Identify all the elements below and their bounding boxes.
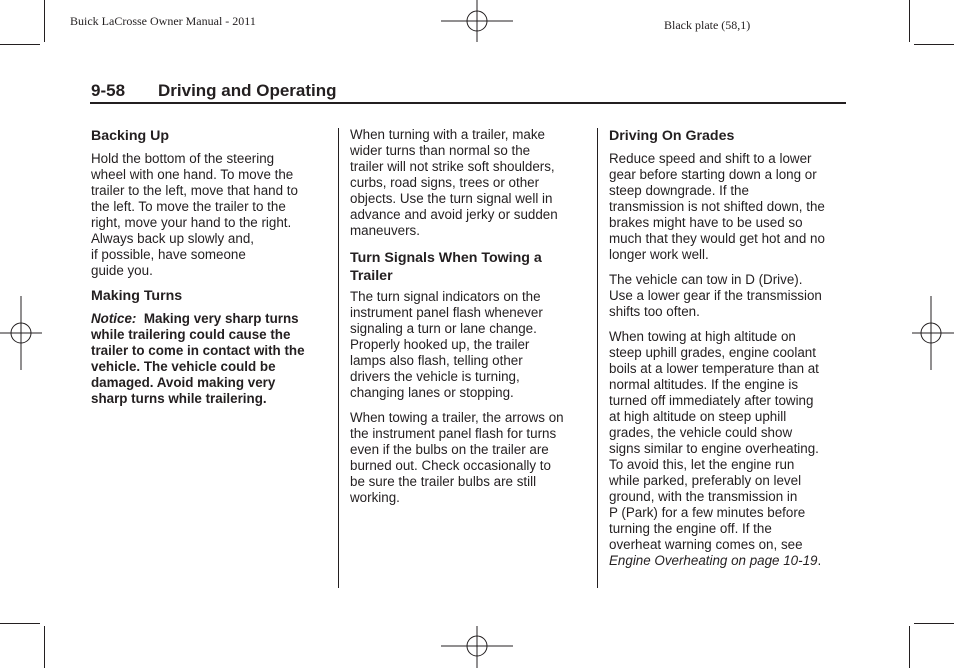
notice-first-line: Making very sharp turns (143, 311, 299, 326)
text-line: To avoid this, let the engine run (609, 457, 795, 472)
text-line: steep downgrade. If the (609, 183, 749, 198)
text-line: advance and avoid jerky or sudden (350, 207, 558, 222)
text-line: the left. To move the trailer to the (91, 199, 286, 214)
paragraph-grades-3 (609, 329, 849, 569)
text-line: signaling a turn or lane change. (350, 321, 537, 336)
text-line: grades, the vehicle could show (609, 425, 793, 440)
text-line: Use a lower gear if the transmission (609, 288, 822, 303)
text-line: be sure the trailer bulbs are still (350, 474, 537, 489)
text-line: turned off immediately after towing (609, 393, 814, 408)
text-line: right, move your hand to the right. (91, 215, 292, 230)
registration-mark-bottom (441, 626, 515, 668)
text-line: guide you. (91, 263, 153, 278)
text-line: When towing at high altitude on (609, 329, 796, 344)
text-line: while trailering could cause the (91, 327, 291, 342)
crop-mark-bl-horizontal (0, 623, 40, 624)
section-number: 9-58 (91, 81, 126, 100)
heading-making-turns: Making Turns (91, 288, 183, 304)
text-line: When turning with a trailer, make (350, 127, 545, 142)
section-rule (90, 102, 846, 104)
text-line: curbs, road signs, trees or other (350, 175, 540, 190)
text-line: The turn signal indicators on the (350, 289, 541, 304)
heading-line: Turn Signals When Towing a (350, 250, 542, 266)
text-line: ground, with the transmission in (609, 489, 798, 504)
text-line: Hold the bottom of the steering (91, 151, 275, 166)
text-line: gear before starting down a long or (609, 167, 817, 182)
paragraph-backing-up (91, 151, 331, 279)
text-line: steep uphill grades, engine coolant (609, 345, 816, 360)
text-line: When towing a trailer, the arrows on (350, 410, 564, 425)
crop-mark-tr-horizontal (914, 44, 954, 45)
text-line: working. (350, 490, 400, 505)
heading-turn-signals (350, 249, 590, 285)
heading-line: Trailer (350, 268, 393, 284)
column-1 (91, 127, 331, 414)
cross-reference-tail: . (817, 553, 822, 568)
registration-mark-right (910, 296, 954, 370)
plate-label: Black plate (58,1) (664, 18, 751, 32)
crop-mark-tl-horizontal (0, 44, 40, 45)
text-line: wider turns than normal so the (350, 143, 531, 158)
crop-mark-bl-vertical (44, 626, 45, 668)
registration-mark-left (0, 296, 44, 370)
text-line: Reduce speed and shift to a lower (609, 151, 812, 166)
paragraph-grades-2 (609, 272, 849, 320)
heading-backing-up: Backing Up (91, 128, 170, 144)
text-line: boils at a lower temperature than at (609, 361, 819, 376)
text-line: brakes might have to be used so (609, 215, 803, 230)
text-line: changing lanes or stopping. (350, 385, 514, 400)
text-line: longer work well. (609, 247, 709, 262)
column-3 (609, 127, 849, 576)
text-line: trailer will not strike soft shoulders, (350, 159, 555, 174)
manual-title: Buick LaCrosse Owner Manual - 2011 (70, 14, 256, 28)
text-line: shifts too often. (609, 304, 700, 319)
crop-mark-tr-vertical (909, 0, 910, 42)
text-line: sharp turns while trailering. (91, 391, 267, 406)
text-line: Properly hooked up, the trailer (350, 337, 530, 352)
text-line: Always back up slowly and, (91, 231, 254, 246)
text-line: lamps also flash, telling other (350, 353, 523, 368)
text-line: vehicle. The vehicle could be (91, 359, 276, 374)
paragraph-turn-signals-1 (350, 289, 590, 401)
text-line: trailer to the left, move that hand to (91, 183, 298, 198)
text-line: much that they would get hot and no (609, 231, 825, 246)
text-line: turning the engine off. If the (609, 521, 772, 536)
text-line (91, 311, 331, 327)
text-line: instrument panel flash whenever (350, 305, 543, 320)
text-line: while parked, preferably on level (609, 473, 802, 488)
text-line: at high altitude on steep uphill (609, 409, 787, 424)
text-line: maneuvers. (350, 223, 420, 238)
text-line: wheel with one hand. To move the (91, 167, 294, 182)
text-line: normal altitudes. If the engine is (609, 377, 799, 392)
text-line: objects. Use the turn signal well in (350, 191, 553, 206)
text-line: if possible, have someone (91, 247, 246, 262)
text-line (609, 553, 849, 569)
text-line: trailer to come in contact with the (91, 343, 305, 358)
crop-mark-br-horizontal (914, 623, 954, 624)
crop-mark-tl-vertical (44, 0, 45, 42)
text-line: the instrument panel flash for turns (350, 426, 557, 441)
crop-mark-br-vertical (909, 626, 910, 668)
text-line: The vehicle can tow in D (Drive). (609, 272, 803, 287)
text-line: transmission is not shifted down, the (609, 199, 825, 214)
text-line: P (Park) for a few minutes before (609, 505, 806, 520)
paragraph-turn-signals-2 (350, 410, 590, 506)
text-line: even if the bulbs on the trailer are (350, 442, 549, 457)
text-line: burned out. Check occasionally to (350, 458, 551, 473)
text-line: overheat warning comes on, see (609, 537, 803, 552)
text-line: signs similar to engine overheating. (609, 441, 819, 456)
text-line: drivers the vehicle is turning, (350, 369, 520, 384)
section-title: Driving and Operating (158, 81, 337, 100)
registration-mark-top (441, 0, 515, 44)
paragraph-grades-1 (609, 151, 849, 263)
cross-reference-link[interactable]: Engine Overheating on page 10-19 (609, 553, 818, 568)
column-2 (350, 127, 590, 513)
column-divider-1 (338, 128, 339, 588)
column-divider-2 (597, 128, 598, 588)
text-line: damaged. Avoid making very (91, 375, 276, 390)
heading-driving-on-grades: Driving On Grades (609, 128, 735, 144)
paragraph-turning-intro (350, 127, 590, 239)
notice-label: Notice: (91, 311, 137, 326)
notice-making-turns (91, 311, 331, 407)
